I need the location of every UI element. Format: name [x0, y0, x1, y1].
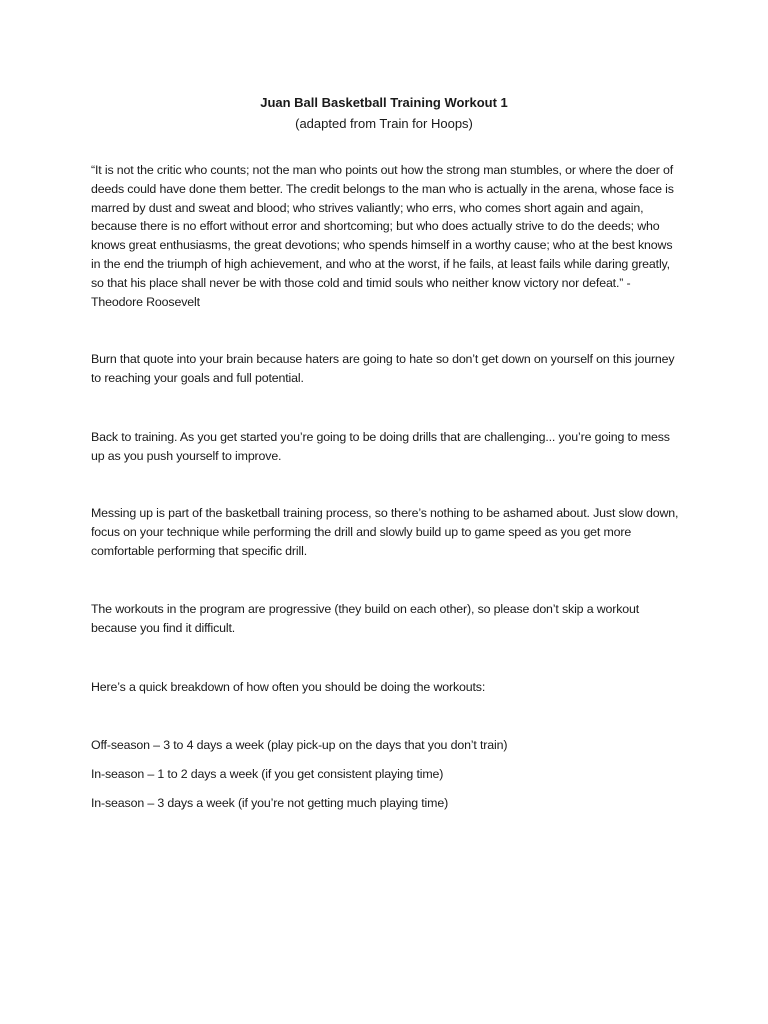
- paragraph-progressive-workouts: The workouts in the program are progressive (they build on each other), so please don’t skip a workout because you find it difficult.: [91, 602, 640, 635]
- paragraph-messing-up: Messing up is part of the basketball training process, so there’s nothing to be ashamed about. Just slow down, focus on your technique while performing the drill and slowly build up to game speed as you get more comfortable performing that specific drill.: [91, 506, 679, 558]
- roosevelt-quote: “It is not the critic who counts; not the man who points out how the strong man stumbles, or where the doer of deeds could have done them better. The credit belongs to the man who is actually in the arena, whose face is marred by dust and sweat and blood; who strives valiantly; who errs, who comes short again and again, because there is no effort without error and shortcoming; but who does actually strive to do the deeds; who knows great enthusiasms, the great devotions; who spends himself in a worthy cause; who at the best knows in the end the triumph of high achievement, and who at the worst, if he fails, at least fails while daring greatly, so that his place shall never be with those cold and timid souls who neither know victory nor defeat.” -Theodore Roosevelt: [91, 163, 674, 309]
- document-title: Juan Ball Basketball Training Workout 1: [260, 95, 508, 110]
- document-subtitle: (adapted from Train for Hoops): [295, 116, 473, 131]
- paragraph-burn-quote: Burn that quote into your brain because haters are going to hate so don’t get down on yourself on this journey to reaching your goals and full potential.: [91, 352, 675, 385]
- schedule-item-off-season: Off-season – 3 to 4 days a week (play pick-up on the days that you don’t train): [91, 738, 508, 752]
- schedule-item-in-season-bench: In-season – 3 days a week (if you’re not getting much playing time): [91, 796, 449, 810]
- schedule-item-in-season-playing: In-season – 1 to 2 days a week (if you get consistent playing time): [91, 767, 444, 781]
- paragraph-breakdown-intro: Here’s a quick breakdown of how often you should be doing the workouts:: [91, 680, 486, 694]
- paragraph-back-to-training: Back to training. As you get started you’re going to be doing drills that are challenging... you’re going to mess up as you push yourself to improve.: [91, 430, 670, 463]
